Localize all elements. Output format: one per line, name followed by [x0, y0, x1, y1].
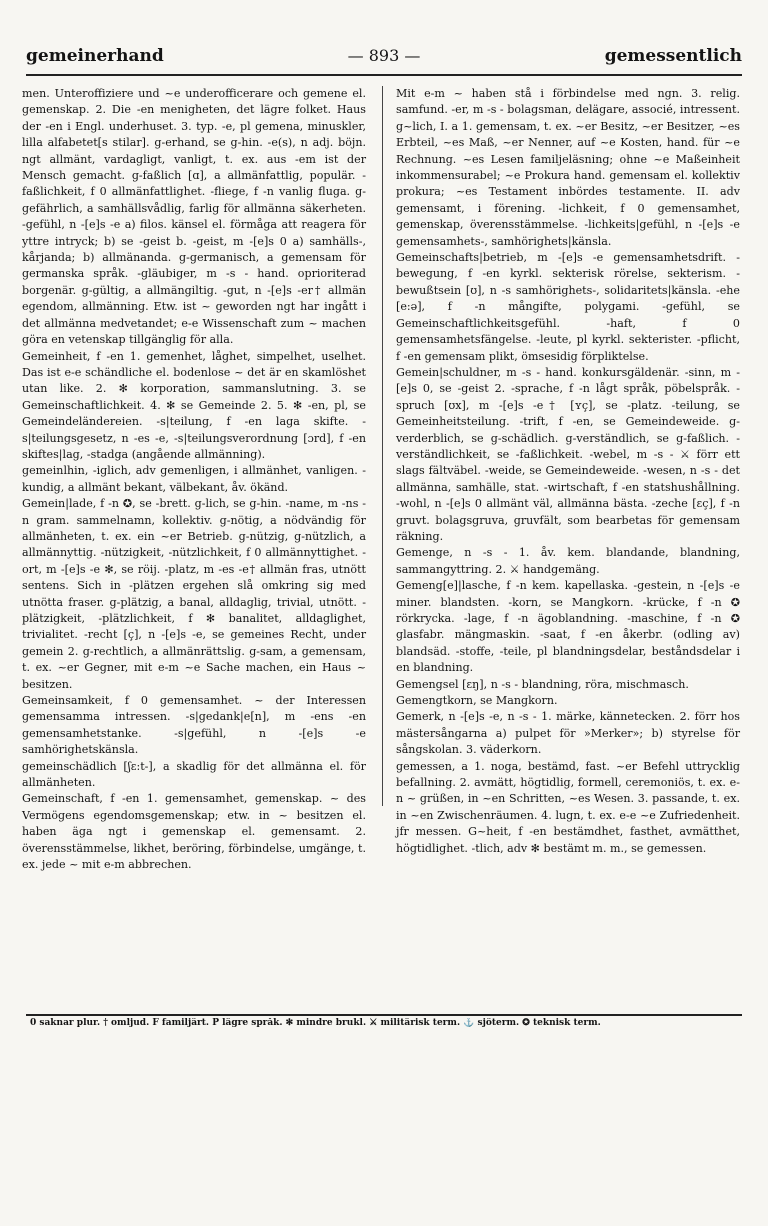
entry-paragraph: Gemengsel [ɛŋ], n -s - blandning, röra, mischmasch.: [396, 677, 689, 691]
entry-paragraph: Mit e-m ~ haben stå i förbindelse med ngn. 3. relig. samfund. -er, m -s - bolagsman, delägare, associé, intressent. g~lich, I. a 1. gemensam, t. ex. ~er Besitz, ~er Besitzer, ~es Erbteil, ~es Maß, ~er Nenner, auf ~e Kosten, hand. für ~e Rechnung. ~es Lesen familjeläsning; ohne ~e Maßeinheit inkommensurabel; ~e Prokura hand. gemensam el. kollektiv prokura; ~es Testament inbördes testamente. II. adv gemensamt, i förening. -lichkeit, f 0 gemensamhet, gemenskap, överensstämmelse. -lichkeits|gefühl, n -[e]s -e gemensamhets-, samhörighets|känsla.: [396, 87, 740, 248]
page-header: [26, 46, 742, 76]
right-column: [396, 86, 740, 857]
entry-paragraph: men. Unteroffiziere und ~e underofficerare och gemene el. gemenskap. 2. Die -en menigheten, det lägre folket. Haus der -en i Engl. underhuset. 3. typ. -e, pl gemena, minuskler, lilla alfabetet[s stilar]. g-erhand, se g-hin. -e(s), n adj. böjn. ngt allmänt, vardagligt, vanligt, t. ex. aus -em ist der Mensch gemacht. g-faßlich [ɑ], a allmänfattlig, populär. -faßlichkeit, f 0 allmänfattlighet. -fliege, f -n vanlig fluga. g-gefährlich, a samhällsvådlig, farlig för allmänna säkerheten. -gefühl, n -[e]s -e a) filos. känsel el. förmåga att reagera för yttre intryck; b) se -geist b. -geist, m -[e]s 0 a) samhälls-, kårjanda; b) allmänanda. g-germanisch, a gemensam för germanska språk. -gläubiger, m -s - hand. oprioriterad borgenär. g-gültig, a allmängiltig. -gut, n -[e]s -er† allmän egendom, allmänning. Etw. ist ~ geworden ngt har ingått i det allmänna medvetandet; e-e Wissenschaft zum ~ machen göra en vetenskap tillgänglig för alla.: [22, 87, 366, 347]
bottom-margin: [0, 1040, 768, 1226]
entry-paragraph: Gemeinheit, f -en 1. gemenhet, låghet, simpelhet, uselhet. Das ist e-e schändliche el. bodenlose ~ det är en skamlöshet utan like. 2. ✻ korporation, sammanslutning. 3. se Gemeinschaftlichkeit. 4. ✻ se Gemeinde 2. 5. ✻ -en, pl, se Gemeindeländereien. -s|teilung, f -en laga skifte. -s|teilungsgesetz, n -es -e, -s|teilungsverordnung [ɔrd], f -en skiftes|lag, -stadga (angående allmänning).: [22, 349, 366, 461]
entry-paragraph: Gemeinschaft, f -en 1. gemensamhet, gemenskap. ~ des Vermögens egendomsgemenskap; etw. in ~ besitzen el. haben äga ngt i gemenskap el. gemensamt. 2. överensstämmelse, likhet, beröring, förbindelse, umgänge, t. ex. jede ~ mit e-m abbrechen.: [22, 792, 366, 872]
entry-paragraph: Gemein|schuldner, m -s - hand. konkursgäldenär. -sinn, m -[e]s 0, se -geist 2. -sprache, f -n lågt språk, pöbelspråk. -spruch [ʊx], m -[e]s -e† [ʏç], se -platz. -teilung, se Gemeinheitsteilung. -trift, f -en, se Gemeindeweide. g-verderblich, se g-schädlich. g-verständlich, se g-faßlich. -verständlichkeit, se -faßlichkeit. -webel, m -s - ⚔ förr ett slags fältväbel. -weide, se Gemeindeweide. -wesen, n -s - det allmänna, samhälle, stat. -wirtschaft, f -en statshushållning. -wohl, n -[e]s 0 allmänt väl, allmänna bästa. -zeche [ɛç], f -n gruvt. bolagsgruva, gruvfält, som bearbetas för gemensam räkning.: [396, 365, 740, 543]
header-right-guide-word: gemessentlich: [604, 46, 742, 66]
entry-paragraph: Gemein|lade, f -n ✪, se -brett. g-lich, se g-hin. -name, m -ns -n gram. sammelnamn, kollektiv. g-nötig, a nödvändig för allmänheten, t. ex. ein ~er Betrieb. g-nützig, g-nützlich, a allmännyttig. -nützigkeit, -nützlichkeit, f 0 allmännyttighet. -ort, m -[e]s -e ✻, se röij. -platz, m -es -e† allmän fras, utnött sentens. Sich in -plätzen ergehen slå omkring sig med utnötta fraser. g-plätzig, a banal, alldaglig, trivial, utnött. -plätzigkeit, -plätzlichkeit, f ✻ banalitet, alldaglighet, trivialitet. -recht [ç], n -[e]s -e, se gemeines Recht, under gemein 2. g-rechtlich, a allmänrättslig. g-sam, a gemensam, t. ex. ~er Gegner, mit e-m ~e Sache machen, ein Haus ~ besitzen.: [22, 497, 366, 691]
entry-paragraph: Gemeinschafts|betrieb, m -[e]s -e gemensamhetsdrift. -bewegung, f -en kyrkl. sekterisk rörelse, sekterism. -bewußtsein [ʊ], n -s samhörighets-, solidaritets|känsla. -ehe [e:ə], f -n mångifte, polygami. -gefühl, se Gemeinschaftlichkeitsgefühl. -haft, f 0 gemensamhetsfängelse. -leute, pl kyrkl. sekterister. -pflicht, f -en gemensam plikt, ömsesidig förpliktelse.: [396, 251, 740, 363]
entry-paragraph: Gemerk, n -[e]s -e, n -s - 1. märke, kännetecken. 2. förr hos mästersångarna a) pulpet för »Merker»; b) styrelse för sångskolan. 3. väderkorn.: [396, 710, 740, 757]
header-left-guide-word: gemeinerhand: [26, 46, 164, 66]
entry-paragraph: Gemengtkorn, se Mangkorn.: [396, 694, 558, 708]
abbreviation-legend: 0 saknar plur. † omljud. F familjärt. P lägre språk. ✻ mindre brukl. ⚔ militärisk term. ⚓ sjöterm. ✪ teknisk term.: [30, 1018, 601, 1028]
entry-paragraph: Gemenge, n -s - 1. åv. kem. blandande, blandning, sammangyttring. 2. ⚔ handgemäng.: [396, 546, 740, 576]
entry-paragraph: gemessen, a 1. noga, bestämd, fast. ~er Befehl uttrycklig befallning. 2. avmätt, högtidlig, formell, ceremoniös, t. ex. e-n ~ grüßen, in ~en Schritten, ~es Wesen. 3. passande, t. ex. in ~en Zwischenräumen. 4. lugn, t. ex. e-e ~e Zufriedenheit. jfr messen. G~heit, f -en bestämdhet, fasthet, avmätthet, högtidlighet. -tlich, adv ✻ bestämt m. m., se gemessen.: [396, 759, 740, 855]
footer-rule: [26, 1014, 742, 1016]
entry-paragraph: gemeinlhin, -iglich, adv gemenligen, i allmänhet, vanligen. -kundig, a allmänt bekant, välbekant, åv. ökänd.: [22, 464, 366, 494]
entry-paragraph: gemeinschädlich [ʃɛ:t-], a skadlig för det allmänna el. för allmänheten.: [22, 759, 366, 790]
column-divider: [382, 86, 383, 806]
entry-paragraph: Gemeng[e]|lasche, f -n kem. kapellaska. -gestein, n -[e]s -e miner. blandsten. -korn, se Mangkorn. -krücke, f -n ✪ rörkrycka. -lage, f -n ägoblandning. -maschine, f -n ✪ glasfabr. mängmaskin. -saat, f -en åkerbr. (odling av) blandsäd. -stoffe, -teile, pl blandningsdelar, beståndsdelar i en blandning.: [396, 579, 740, 675]
left-column: [22, 86, 366, 874]
header-rule: [26, 74, 742, 76]
entry-paragraph: Gemeinsamkeit, f 0 gemensamhet. ~ der Interessen gemensamma intressen. -s|gedank|e[n], m -ens -en gemensamhetstanke. -s|gefühl, n -[e]s -e samhörighetskänsla.: [22, 694, 366, 757]
page-number: — 893 —: [347, 46, 421, 65]
